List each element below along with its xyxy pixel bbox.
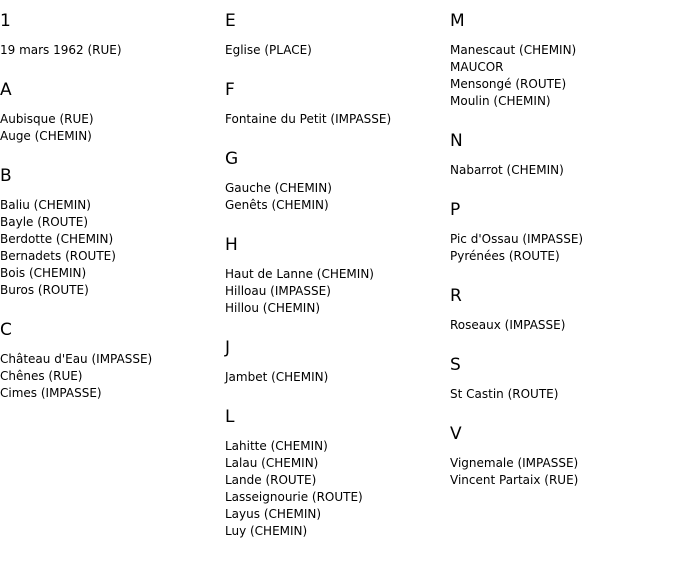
street-list bbox=[225, 180, 450, 214]
street-list bbox=[450, 386, 675, 403]
street-link[interactable]: Aubisque (RUE) bbox=[0, 112, 94, 126]
street-link[interactable]: Lalau (CHEMIN) bbox=[225, 456, 319, 470]
street-list bbox=[0, 111, 225, 145]
letter-heading: V bbox=[450, 424, 462, 444]
letter-heading: J bbox=[225, 338, 231, 358]
letter-group bbox=[0, 319, 225, 402]
letter-heading: P bbox=[450, 200, 461, 220]
street-list bbox=[450, 317, 675, 334]
letter-heading: A bbox=[0, 80, 12, 100]
street-link[interactable]: Roseaux (IMPASSE) bbox=[450, 318, 566, 332]
street-link[interactable]: 19 mars 1962 (RUE) bbox=[0, 43, 122, 57]
letter-heading: F bbox=[225, 80, 235, 100]
letter-group bbox=[0, 10, 225, 59]
street-link[interactable]: Buros (ROUTE) bbox=[0, 283, 89, 297]
street-list bbox=[225, 42, 450, 59]
street-link[interactable]: Genêts (CHEMIN) bbox=[225, 198, 329, 212]
street-link[interactable]: Moulin (CHEMIN) bbox=[450, 94, 551, 108]
letter-group bbox=[225, 79, 450, 128]
letter-group bbox=[450, 130, 675, 179]
street-link[interactable]: Hilloau (IMPASSE) bbox=[225, 284, 331, 298]
street-list bbox=[0, 42, 225, 59]
street-link[interactable]: Chênes (RUE) bbox=[0, 369, 83, 383]
letter-group bbox=[0, 165, 225, 299]
street-list bbox=[450, 162, 675, 179]
street-link[interactable]: Lande (ROUTE) bbox=[225, 473, 317, 487]
letter-group bbox=[450, 10, 675, 110]
letter-heading: R bbox=[450, 286, 462, 306]
street-link[interactable]: Auge (CHEMIN) bbox=[0, 129, 92, 143]
letter-heading: G bbox=[225, 149, 239, 169]
street-list bbox=[0, 351, 225, 402]
street-list bbox=[225, 111, 450, 128]
street-link[interactable]: Bayle (ROUTE) bbox=[0, 215, 89, 229]
street-link[interactable]: Cimes (IMPASSE) bbox=[0, 386, 102, 400]
street-link[interactable]: Vincent Partaix (RUE) bbox=[450, 473, 579, 487]
letter-heading: B bbox=[0, 166, 12, 186]
street-link[interactable]: Bois (CHEMIN) bbox=[0, 266, 87, 280]
letter-heading: 1 bbox=[0, 11, 11, 31]
letter-group bbox=[0, 79, 225, 145]
street-link[interactable]: Bernadets (ROUTE) bbox=[0, 249, 116, 263]
letter-heading: M bbox=[450, 11, 465, 31]
street-link[interactable]: Jambet (CHEMIN) bbox=[225, 370, 329, 384]
letter-group bbox=[450, 199, 675, 265]
street-link[interactable]: MAUCOR bbox=[450, 60, 504, 74]
street-link[interactable]: Mensongé (ROUTE) bbox=[450, 77, 567, 91]
street-list bbox=[0, 197, 225, 299]
street-link[interactable]: Nabarrot (CHEMIN) bbox=[450, 163, 564, 177]
street-list bbox=[225, 266, 450, 317]
letter-group bbox=[450, 423, 675, 489]
letter-heading: S bbox=[450, 355, 461, 375]
street-link[interactable]: Berdotte (CHEMIN) bbox=[0, 232, 114, 246]
street-link[interactable]: Gauche (CHEMIN) bbox=[225, 181, 332, 195]
street-list bbox=[225, 438, 450, 540]
street-index-column-3 bbox=[450, 10, 675, 509]
street-link[interactable]: Baliu (CHEMIN) bbox=[0, 198, 91, 212]
street-list bbox=[450, 231, 675, 265]
street-link[interactable]: Pic d'Ossau (IMPASSE) bbox=[450, 232, 584, 246]
letter-group bbox=[450, 285, 675, 334]
street-link[interactable]: Fontaine du Petit (IMPASSE) bbox=[225, 112, 392, 126]
letter-heading: H bbox=[225, 235, 238, 255]
letter-heading: N bbox=[450, 131, 463, 151]
letter-group bbox=[450, 354, 675, 403]
street-index-column-2 bbox=[225, 10, 450, 560]
letter-group bbox=[225, 234, 450, 317]
street-link[interactable]: Lasseignourie (ROUTE) bbox=[225, 490, 363, 504]
street-link[interactable]: Luy (CHEMIN) bbox=[225, 524, 308, 538]
street-link[interactable]: Haut de Lanne (CHEMIN) bbox=[225, 267, 374, 281]
street-list bbox=[225, 369, 450, 386]
street-link[interactable]: Pyrénées (ROUTE) bbox=[450, 249, 560, 263]
street-link[interactable]: Vignemale (IMPASSE) bbox=[450, 456, 579, 470]
street-list bbox=[450, 455, 675, 489]
street-link[interactable]: Layus (CHEMIN) bbox=[225, 507, 322, 521]
street-link[interactable]: Eglise (PLACE) bbox=[225, 43, 312, 57]
letter-heading: L bbox=[225, 407, 235, 427]
street-index-column-1 bbox=[0, 10, 225, 422]
street-link[interactable]: Lahitte (CHEMIN) bbox=[225, 439, 328, 453]
letter-heading: C bbox=[0, 320, 12, 340]
street-link[interactable]: St Castin (ROUTE) bbox=[450, 387, 559, 401]
street-link[interactable]: Château d'Eau (IMPASSE) bbox=[0, 352, 153, 366]
letter-group bbox=[225, 337, 450, 386]
street-link[interactable]: Manescaut (CHEMIN) bbox=[450, 43, 577, 57]
letter-heading: E bbox=[225, 11, 236, 31]
letter-group bbox=[225, 148, 450, 214]
street-list bbox=[450, 42, 675, 110]
street-link[interactable]: Hillou (CHEMIN) bbox=[225, 301, 321, 315]
letter-group bbox=[225, 406, 450, 540]
letter-group bbox=[225, 10, 450, 59]
